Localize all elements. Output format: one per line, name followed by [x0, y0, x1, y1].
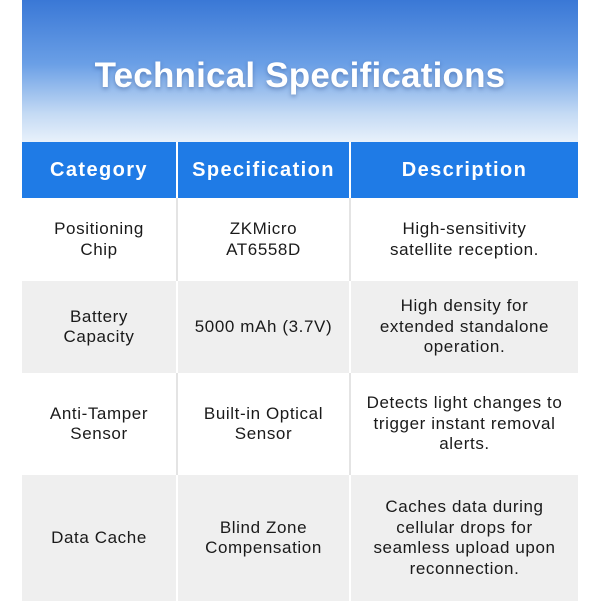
category-cell [22, 281, 176, 373]
description-text: Caches data during cellular drops for seamless upload upon reconnection. [373, 497, 556, 578]
column-header-category [22, 142, 176, 198]
category-text: Positioning Chip [54, 219, 144, 259]
table-header-row [22, 142, 578, 198]
category-text: Battery Capacity [63, 306, 135, 346]
category-cell [22, 475, 176, 601]
table-row [22, 198, 578, 281]
description-cell [349, 373, 578, 475]
category-cell [22, 373, 176, 475]
specification-cell [176, 198, 349, 281]
specification-text: Built-in Optical Sensor [203, 403, 324, 443]
column-header-label: Category [50, 158, 148, 181]
category-text: Anti-Tamper Sensor [49, 403, 149, 443]
description-cell [349, 198, 578, 281]
column-header-description [349, 142, 578, 198]
category-cell [22, 198, 176, 281]
specification-text: ZKMicro AT6558D [226, 219, 301, 259]
specification-text: 5000 mAh (3.7V) [194, 316, 333, 336]
specification-text: Blind Zone Compensation [205, 517, 322, 557]
description-cell [349, 475, 578, 601]
table-row [22, 373, 578, 475]
page-title: Technical Specifications [94, 56, 506, 95]
category-text: Data Cache [51, 527, 147, 547]
column-header-label: Specification [192, 158, 335, 181]
table-row [22, 281, 578, 373]
specification-cell [176, 475, 349, 601]
table-row [22, 475, 578, 601]
spec-table [22, 142, 578, 601]
specification-cell [176, 281, 349, 373]
description-cell [349, 281, 578, 373]
column-header-specification [176, 142, 349, 198]
description-text: High-sensitivity satellite reception. [389, 219, 540, 259]
description-text: High density for extended standalone operation. [379, 296, 550, 357]
title-banner [22, 0, 578, 142]
specification-cell [176, 373, 349, 475]
description-text: Detects light changes to trigger instant removal alerts. [366, 393, 563, 454]
column-header-label: Description [401, 158, 528, 181]
